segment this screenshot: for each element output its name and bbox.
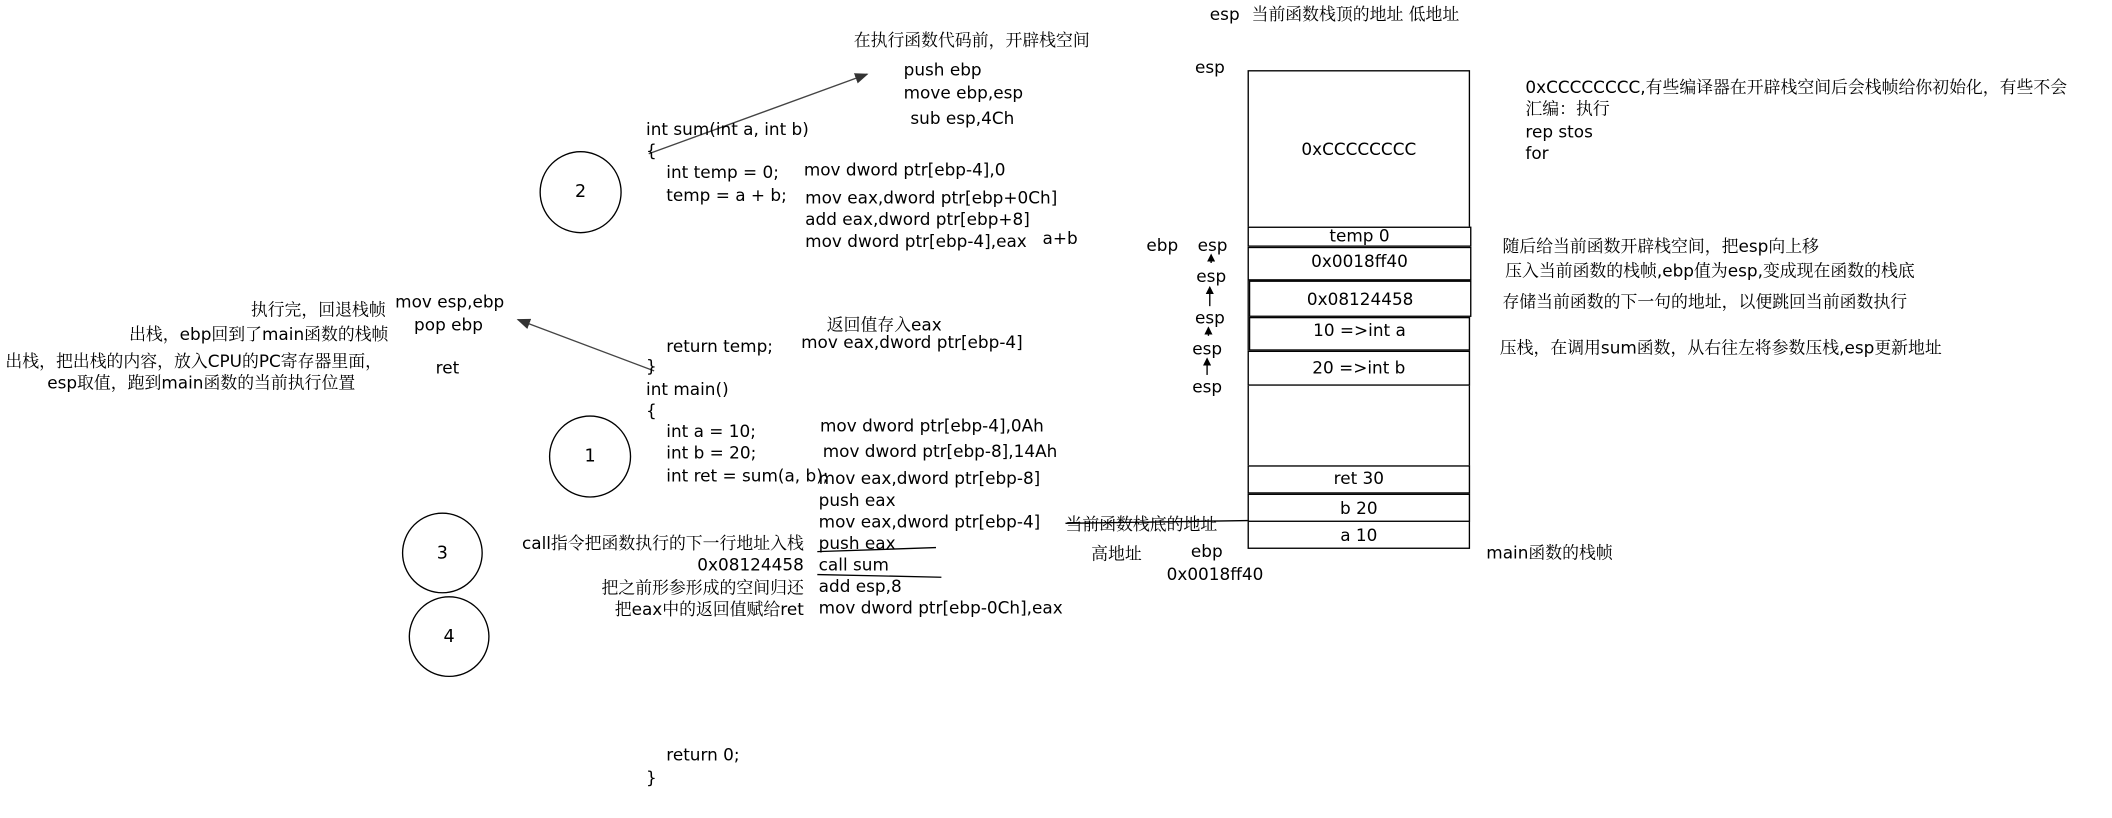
stack-cell-a-var: a 10	[1340, 524, 1378, 545]
assign-ret-note: 把eax中的返回值赋给ret	[614, 598, 804, 620]
sum-open-brace: {	[646, 140, 657, 161]
main-asm-line-2: push eax	[818, 489, 896, 510]
step-circle-3: 3	[402, 513, 483, 594]
top-esp-description: 当前函数栈顶的地址 低地址	[1251, 4, 1460, 25]
cc-note-2: 汇编：执行	[1525, 98, 1610, 119]
step-circle-1: 1	[549, 415, 631, 497]
stack-base-label: 当前函数栈底的地址	[1065, 513, 1218, 535]
return-value-note: 返回值存入eax	[826, 314, 942, 335]
prologue-asm-move: move ebp,esp	[903, 82, 1024, 103]
sum-signature: int sum(int a, int b)	[646, 118, 809, 139]
stack-cell-b-var: b 20	[1340, 497, 1378, 518]
prologue-asm-sub: sub esp,4Ch	[910, 107, 1015, 129]
sum-close-brace: }	[646, 356, 657, 377]
prologue-title: 在执行函数代码前，开辟栈空间	[853, 29, 1090, 50]
epilogue-note-2: 出栈，ebp回到了main函数的栈帧	[129, 323, 389, 344]
sum-asm-add-2: add eax,dword ptr[ebp+8]	[805, 209, 1030, 230]
sum-asm-temp-decl: mov dword ptr[ebp-4],0	[803, 159, 1006, 180]
stack-esp-label-4: esp	[1192, 338, 1223, 359]
main-asm-line-4: push eax	[818, 532, 896, 553]
sum-temp-decl: int temp = 0;	[666, 161, 779, 183]
stack-esp-label-5: esp	[1192, 376, 1223, 397]
sum-return: return temp;	[666, 335, 773, 357]
epilogue-note-1: 执行完，回退栈帧	[250, 299, 386, 320]
cc-note-3: rep stos	[1525, 121, 1593, 142]
epilogue-asm-pop: pop ebp	[414, 314, 483, 335]
arrow-to-epilogue	[518, 320, 654, 371]
stack-cell-arg-a: 10 =>int a	[1313, 318, 1406, 340]
main-asm-line-1: mov eax,dword ptr[ebp-8]	[818, 467, 1041, 489]
main-asm-line-5: call sum	[818, 554, 889, 575]
step-circle-2: 2	[539, 151, 621, 233]
epilogue-note-4: esp取值，跑到main函数的当前执行位置	[47, 372, 356, 393]
high-address-label: 高地址	[1091, 543, 1142, 564]
main-asm-line-3: mov eax,dword ptr[ebp-4]	[818, 511, 1041, 532]
main-a-decl: int a = 10;	[666, 420, 756, 442]
a-plus-b-label: a+b	[1042, 227, 1078, 249]
sum-asm-add-3: mov dword ptr[ebp-4],eax	[805, 230, 1027, 251]
push-args-note: 压栈，在调用sum函数，从右往左将参数压栈,esp更新地址	[1499, 337, 1942, 358]
cc-note-1: 0xCCCCCCCC,有些编译器在开辟栈空间后会栈帧给你初始化，有些不会	[1525, 76, 2068, 98]
main-close-brace: }	[646, 767, 657, 788]
add-esp-note: 把之前形参形成的空间归还	[601, 577, 804, 598]
main-open-brace: {	[646, 400, 657, 421]
top-esp-label: esp	[1209, 4, 1240, 25]
stack-esp-label-1: esp	[1197, 234, 1228, 255]
cc-note-4: for	[1525, 142, 1549, 164]
alloc-note: 随后给当前函数开辟栈空间，把esp向上移	[1502, 236, 1819, 257]
stack-ebp-bottom-label: ebp	[1190, 540, 1223, 562]
stack-cell-cc: 0xCCCCCCCC	[1301, 138, 1417, 160]
stack-cell-ret-addr: 0x08124458	[1306, 287, 1414, 309]
main-signature: int main()	[646, 378, 729, 400]
sum-temp-assign: temp = a + b;	[666, 184, 787, 206]
stack-cell-ret-var: ret 30	[1333, 467, 1384, 488]
prologue-asm-push: push ebp	[903, 59, 982, 80]
step-circle-4: 4	[409, 596, 490, 677]
stack-esp-label-2: esp	[1196, 265, 1227, 286]
main-b-decl: int b = 20;	[666, 442, 757, 463]
sum-asm-add-1: mov eax,dword ptr[ebp+0Ch]	[805, 187, 1058, 208]
stack-esp-label-3: esp	[1194, 307, 1225, 328]
main-frame-label: main函数的栈帧	[1486, 542, 1613, 563]
return-address-note: 0x08124458	[697, 554, 804, 575]
epilogue-asm-mov: mov esp,ebp	[395, 291, 505, 312]
sum-asm-return: mov eax,dword ptr[ebp-4]	[801, 331, 1023, 353]
stack-ebp-label: ebp	[1146, 234, 1179, 255]
stack-cell-saved-ebp: 0x0018ff40	[1311, 250, 1408, 271]
main-asm-b: mov dword ptr[ebp-8],14Ah	[822, 441, 1058, 462]
arrow-to-prologue	[649, 74, 867, 154]
push-ebp-note: 压入当前函数的栈帧,ebp值为esp,变成现在函数的栈底	[1505, 260, 1915, 281]
stack-cell-temp: temp 0	[1329, 225, 1390, 246]
main-ret-decl: int ret = sum(a, b);	[666, 465, 829, 486]
stack-ebp-address: 0x0018ff40	[1166, 563, 1264, 584]
store-ret-note: 存储当前函数的下一句的地址，以便跳回当前函数执行	[1502, 291, 1908, 312]
main-return: return 0;	[666, 744, 740, 765]
main-asm-line-6: add esp,8	[818, 575, 902, 597]
stack-esp-top-label: esp	[1194, 56, 1225, 77]
main-asm-line-7: mov dword ptr[ebp-0Ch],eax	[818, 597, 1063, 618]
stack-cell-arg-b: 20 =>int b	[1312, 356, 1406, 377]
main-asm-a: mov dword ptr[ebp-4],0Ah	[820, 415, 1044, 436]
epilogue-note-3: 出栈，把出栈的内容，放入CPU的PC寄存器里面，	[5, 350, 382, 371]
epilogue-asm-ret: ret	[435, 357, 460, 378]
call-instruction-note: call指令把函数执行的下一行地址入栈	[521, 532, 804, 553]
